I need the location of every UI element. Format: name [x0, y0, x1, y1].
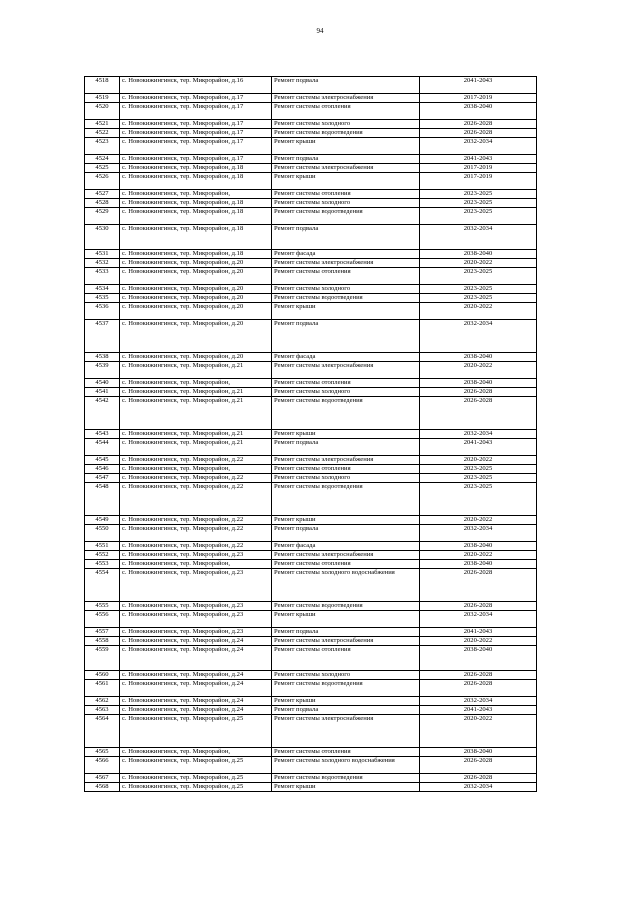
- period-cell: 2023-2025: [420, 294, 537, 303]
- work-type-cell: Ремонт системы электроснабжения: [272, 362, 420, 379]
- work-type-cell: Ремонт системы отопления: [272, 190, 420, 199]
- table-row: [85, 155, 537, 164]
- table-row: [85, 602, 537, 611]
- table-row: [85, 551, 537, 560]
- row-number-cell: 4546: [85, 465, 120, 474]
- address-cell: с. Новокижингинск, тер. Микрорайон, д.23: [120, 628, 272, 637]
- period-cell: 2038-2040: [420, 542, 537, 551]
- table-row: [85, 103, 537, 120]
- period-cell: 2017-2019: [420, 164, 537, 173]
- address-cell: с. Новокижингинск, тер. Микрорайон,: [120, 379, 272, 388]
- table-row: [85, 259, 537, 268]
- work-type-cell: Ремонт системы холодного: [272, 671, 420, 680]
- table-row: [85, 94, 537, 103]
- row-number-cell: 4544: [85, 439, 120, 456]
- period-cell: 2041-2043: [420, 628, 537, 637]
- work-type-cell: Ремонт системы холодного: [272, 285, 420, 294]
- table-row: [85, 474, 537, 483]
- row-number-cell: 4518: [85, 77, 120, 94]
- period-cell: 2041-2043: [420, 77, 537, 94]
- row-number-cell: 4531: [85, 250, 120, 259]
- table-row: [85, 388, 537, 397]
- row-number-cell: 4565: [85, 748, 120, 757]
- row-number-cell: 4535: [85, 294, 120, 303]
- row-number-cell: 4521: [85, 120, 120, 129]
- period-cell: 2038-2040: [420, 103, 537, 120]
- work-type-cell: Ремонт крыши: [272, 173, 420, 190]
- table-row: [85, 138, 537, 155]
- work-type-cell: Ремонт системы водоотведения: [272, 680, 420, 697]
- address-cell: с. Новокижингинск, тер. Микрорайон, д.20: [120, 320, 272, 353]
- table-row: [85, 303, 537, 320]
- table-row: [85, 250, 537, 259]
- row-number-cell: 4551: [85, 542, 120, 551]
- row-number-cell: 4561: [85, 680, 120, 697]
- period-cell: 2026-2028: [420, 774, 537, 783]
- work-type-cell: Ремонт крыши: [272, 303, 420, 320]
- address-cell: с. Новокижингинск, тер. Микрорайон, д.22: [120, 525, 272, 542]
- period-cell: 2020-2022: [420, 259, 537, 268]
- address-cell: с. Новокижингинск, тер. Микрорайон, д.17: [120, 129, 272, 138]
- work-type-cell: Ремонт крыши: [272, 783, 420, 792]
- table-row: [85, 465, 537, 474]
- row-number-cell: 4527: [85, 190, 120, 199]
- period-cell: 2023-2025: [420, 190, 537, 199]
- row-number-cell: 4532: [85, 259, 120, 268]
- period-cell: 2026-2028: [420, 671, 537, 680]
- work-type-cell: Ремонт системы отопления: [272, 560, 420, 569]
- table-row: [85, 560, 537, 569]
- period-cell: 2038-2040: [420, 748, 537, 757]
- table-row: [85, 199, 537, 208]
- period-cell: 2041-2043: [420, 439, 537, 456]
- address-cell: с. Новокижингинск, тер. Микрорайон, д.18: [120, 225, 272, 250]
- row-number-cell: 4543: [85, 430, 120, 439]
- address-cell: с. Новокижингинск, тер. Микрорайон, д.24: [120, 697, 272, 706]
- row-number-cell: 4522: [85, 129, 120, 138]
- work-type-cell: Ремонт подвала: [272, 628, 420, 637]
- row-number-cell: 4534: [85, 285, 120, 294]
- address-cell: с. Новокижингинск, тер. Микрорайон, д.23: [120, 602, 272, 611]
- row-number-cell: 4542: [85, 397, 120, 430]
- period-cell: 2032-2034: [420, 783, 537, 792]
- address-cell: с. Новокижингинск, тер. Микрорайон, д.22: [120, 483, 272, 516]
- work-type-cell: Ремонт системы водоотведения: [272, 129, 420, 138]
- work-type-cell: Ремонт фасада: [272, 353, 420, 362]
- table-row: [85, 268, 537, 285]
- period-cell: 2026-2028: [420, 120, 537, 129]
- row-number-cell: 4545: [85, 456, 120, 465]
- address-cell: с. Новокижингинск, тер. Микрорайон, д.17: [120, 120, 272, 129]
- table-row: [85, 628, 537, 637]
- address-cell: с. Новокижингинск, тер. Микрорайон, д.17: [120, 103, 272, 120]
- address-cell: с. Новокижингинск, тер. Микрорайон, д.22: [120, 516, 272, 525]
- row-number-cell: 4533: [85, 268, 120, 285]
- address-cell: с. Новокижингинск, тер. Микрорайон, д.24: [120, 646, 272, 671]
- table-row: [85, 637, 537, 646]
- work-type-cell: Ремонт подвала: [272, 320, 420, 353]
- work-type-cell: Ремонт системы водоотведения: [272, 483, 420, 516]
- table-row: [85, 190, 537, 199]
- row-number-cell: 4559: [85, 646, 120, 671]
- address-cell: с. Новокижингинск, тер. Микрорайон, д.20: [120, 303, 272, 320]
- table-row: [85, 774, 537, 783]
- work-type-cell: Ремонт системы водоотведения: [272, 294, 420, 303]
- address-cell: с. Новокижингинск, тер. Микрорайон, д.24: [120, 680, 272, 697]
- table-row: [85, 456, 537, 465]
- address-cell: с. Новокижингинск, тер. Микрорайон, д.21: [120, 362, 272, 379]
- address-cell: с. Новокижингинск, тер. Микрорайон, д.23: [120, 551, 272, 560]
- table-row: [85, 225, 537, 250]
- address-cell: с. Новокижингинск, тер. Микрорайон, д.22: [120, 456, 272, 465]
- period-cell: 2032-2034: [420, 611, 537, 628]
- work-type-cell: Ремонт крыши: [272, 138, 420, 155]
- table-row: [85, 439, 537, 456]
- page-number: 94: [316, 27, 324, 35]
- address-cell: с. Новокижингинск, тер. Микрорайон, д.22: [120, 542, 272, 551]
- row-number-cell: 4563: [85, 706, 120, 715]
- capital-repair-table: [84, 76, 537, 792]
- table-body: [85, 77, 537, 792]
- table-row: [85, 77, 537, 94]
- table-row: [85, 671, 537, 680]
- period-cell: 2020-2022: [420, 362, 537, 379]
- period-cell: 2017-2019: [420, 173, 537, 190]
- table-row: [85, 569, 537, 602]
- period-cell: 2020-2022: [420, 551, 537, 560]
- address-cell: с. Новокижингинск, тер. Микрорайон, д.25: [120, 715, 272, 748]
- period-cell: 2023-2025: [420, 474, 537, 483]
- period-cell: 2026-2028: [420, 757, 537, 774]
- period-cell: 2023-2025: [420, 208, 537, 225]
- work-type-cell: Ремонт системы электроснабжения: [272, 94, 420, 103]
- address-cell: с. Новокижингинск, тер. Микрорайон, д.20: [120, 294, 272, 303]
- row-number-cell: 4524: [85, 155, 120, 164]
- period-cell: 2032-2034: [420, 225, 537, 250]
- work-type-cell: Ремонт подвала: [272, 706, 420, 715]
- address-cell: с. Новокижингинск, тер. Микрорайон, д.23: [120, 611, 272, 628]
- row-number-cell: 4562: [85, 697, 120, 706]
- work-type-cell: Ремонт системы холодного: [272, 199, 420, 208]
- period-cell: 2032-2034: [420, 697, 537, 706]
- table-row: [85, 164, 537, 173]
- row-number-cell: 4538: [85, 353, 120, 362]
- work-type-cell: Ремонт системы отопления: [272, 646, 420, 671]
- table-row: [85, 646, 537, 671]
- address-cell: с. Новокижингинск, тер. Микрорайон, д.21: [120, 439, 272, 456]
- period-cell: 2032-2034: [420, 430, 537, 439]
- period-cell: 2026-2028: [420, 388, 537, 397]
- period-cell: 2038-2040: [420, 379, 537, 388]
- address-cell: с. Новокижингинск, тер. Микрорайон, д.21: [120, 388, 272, 397]
- row-number-cell: 4550: [85, 525, 120, 542]
- period-cell: 2017-2019: [420, 94, 537, 103]
- period-cell: 2038-2040: [420, 560, 537, 569]
- row-number-cell: 4555: [85, 602, 120, 611]
- table-row: [85, 294, 537, 303]
- work-type-cell: Ремонт подвала: [272, 439, 420, 456]
- address-cell: с. Новокижингинск, тер. Микрорайон, д.25: [120, 757, 272, 774]
- row-number-cell: 4537: [85, 320, 120, 353]
- table-row: [85, 525, 537, 542]
- row-number-cell: 4536: [85, 303, 120, 320]
- table-row: [85, 362, 537, 379]
- work-type-cell: Ремонт крыши: [272, 697, 420, 706]
- row-number-cell: 4558: [85, 637, 120, 646]
- address-cell: с. Новокижингинск, тер. Микрорайон, д.18: [120, 208, 272, 225]
- row-number-cell: 4556: [85, 611, 120, 628]
- work-type-cell: Ремонт системы электроснабжения: [272, 259, 420, 268]
- address-cell: с. Новокижингинск, тер. Микрорайон, д.25: [120, 774, 272, 783]
- period-cell: 2020-2022: [420, 456, 537, 465]
- address-cell: с. Новокижингинск, тер. Микрорайон, д.17: [120, 155, 272, 164]
- table-row: [85, 120, 537, 129]
- address-cell: с. Новокижингинск, тер. Микрорайон,: [120, 560, 272, 569]
- row-number-cell: 4566: [85, 757, 120, 774]
- row-number-cell: 4557: [85, 628, 120, 637]
- address-cell: с. Новокижингинск, тер. Микрорайон, д.18: [120, 173, 272, 190]
- row-number-cell: 4564: [85, 715, 120, 748]
- table-row: [85, 483, 537, 516]
- period-cell: 2032-2034: [420, 525, 537, 542]
- work-type-cell: Ремонт системы водоотведения: [272, 602, 420, 611]
- work-type-cell: Ремонт подвала: [272, 77, 420, 94]
- address-cell: с. Новокижингинск, тер. Микрорайон, д.20: [120, 285, 272, 294]
- period-cell: 2023-2025: [420, 465, 537, 474]
- address-cell: с. Новокижингинск, тер. Микрорайон, д.24: [120, 671, 272, 680]
- period-cell: 2020-2022: [420, 516, 537, 525]
- table-row: [85, 129, 537, 138]
- period-cell: 2032-2034: [420, 138, 537, 155]
- table-row: [85, 783, 537, 792]
- period-cell: 2026-2028: [420, 680, 537, 697]
- period-cell: 2026-2028: [420, 129, 537, 138]
- period-cell: 2026-2028: [420, 569, 537, 602]
- address-cell: с. Новокижингинск, тер. Микрорайон, д.18: [120, 250, 272, 259]
- address-cell: с. Новокижингинск, тер. Микрорайон, д.20: [120, 268, 272, 285]
- work-type-cell: Ремонт системы отопления: [272, 465, 420, 474]
- address-cell: с. Новокижингинск, тер. Микрорайон, д.24: [120, 706, 272, 715]
- row-number-cell: 4568: [85, 783, 120, 792]
- address-cell: с. Новокижингинск, тер. Микрорайон, д.16: [120, 77, 272, 94]
- row-number-cell: 4567: [85, 774, 120, 783]
- work-type-cell: Ремонт системы холодного: [272, 474, 420, 483]
- row-number-cell: 4548: [85, 483, 120, 516]
- row-number-cell: 4526: [85, 173, 120, 190]
- address-cell: с. Новокижингинск, тер. Микрорайон, д.23: [120, 569, 272, 602]
- work-type-cell: Ремонт системы отопления: [272, 268, 420, 285]
- work-type-cell: Ремонт фасада: [272, 250, 420, 259]
- address-cell: с. Новокижингинск, тер. Микрорайон, д.22: [120, 474, 272, 483]
- period-cell: 2026-2028: [420, 602, 537, 611]
- table-row: [85, 697, 537, 706]
- table-row: [85, 542, 537, 551]
- period-cell: 2026-2028: [420, 397, 537, 430]
- address-cell: с. Новокижингинск, тер. Микрорайон, д.21: [120, 397, 272, 430]
- work-type-cell: Ремонт системы электроснабжения: [272, 715, 420, 748]
- period-cell: 2038-2040: [420, 646, 537, 671]
- period-cell: 2020-2022: [420, 303, 537, 320]
- table-row: [85, 173, 537, 190]
- work-type-cell: Ремонт системы холодного: [272, 388, 420, 397]
- address-cell: с. Новокижингинск, тер. Микрорайон,: [120, 748, 272, 757]
- period-cell: 2038-2040: [420, 250, 537, 259]
- table-row: [85, 757, 537, 774]
- table-row: [85, 516, 537, 525]
- row-number-cell: 4525: [85, 164, 120, 173]
- work-type-cell: Ремонт подвала: [272, 155, 420, 164]
- period-cell: 2023-2025: [420, 268, 537, 285]
- work-type-cell: Ремонт крыши: [272, 611, 420, 628]
- table-row: [85, 353, 537, 362]
- row-number-cell: 4539: [85, 362, 120, 379]
- work-type-cell: Ремонт системы электроснабжения: [272, 164, 420, 173]
- period-cell: 2032-2034: [420, 320, 537, 353]
- work-type-cell: Ремонт системы отопления: [272, 103, 420, 120]
- table-row: [85, 706, 537, 715]
- table-row: [85, 430, 537, 439]
- work-type-cell: Ремонт фасада: [272, 542, 420, 551]
- address-cell: с. Новокижингинск, тер. Микрорайон, д.17: [120, 138, 272, 155]
- address-cell: с. Новокижингинск, тер. Микрорайон, д.20: [120, 353, 272, 362]
- table-row: [85, 748, 537, 757]
- work-type-cell: Ремонт системы водоотведения: [272, 397, 420, 430]
- table-row: [85, 208, 537, 225]
- work-type-cell: Ремонт системы холодного водоснабжения: [272, 569, 420, 602]
- work-type-cell: Ремонт системы водоотведения: [272, 774, 420, 783]
- row-number-cell: 4520: [85, 103, 120, 120]
- row-number-cell: 4541: [85, 388, 120, 397]
- work-type-cell: Ремонт системы водоотведения: [272, 208, 420, 225]
- row-number-cell: 4560: [85, 671, 120, 680]
- work-type-cell: Ремонт системы электроснабжения: [272, 456, 420, 465]
- row-number-cell: 4554: [85, 569, 120, 602]
- address-cell: с. Новокижингинск, тер. Микрорайон, д.21: [120, 430, 272, 439]
- period-cell: 2020-2022: [420, 637, 537, 646]
- table-row: [85, 285, 537, 294]
- table-row: [85, 397, 537, 430]
- work-type-cell: Ремонт системы отопления: [272, 748, 420, 757]
- period-cell: 2023-2025: [420, 199, 537, 208]
- row-number-cell: 4523: [85, 138, 120, 155]
- row-number-cell: 4553: [85, 560, 120, 569]
- address-cell: с. Новокижингинск, тер. Микрорайон, д.20: [120, 259, 272, 268]
- address-cell: с. Новокижингинск, тер. Микрорайон, д.25: [120, 783, 272, 792]
- address-cell: с. Новокижингинск, тер. Микрорайон, д.17: [120, 94, 272, 103]
- work-type-cell: Ремонт системы отопления: [272, 379, 420, 388]
- work-type-cell: Ремонт подвала: [272, 525, 420, 542]
- row-number-cell: 4528: [85, 199, 120, 208]
- work-type-cell: Ремонт системы холодного: [272, 120, 420, 129]
- period-cell: 2041-2043: [420, 155, 537, 164]
- table-row: [85, 379, 537, 388]
- work-type-cell: Ремонт системы холодного водоснабжения: [272, 757, 420, 774]
- row-number-cell: 4540: [85, 379, 120, 388]
- address-cell: с. Новокижингинск, тер. Микрорайон, д.18: [120, 164, 272, 173]
- period-cell: 2023-2025: [420, 285, 537, 294]
- table-row: [85, 320, 537, 353]
- address-cell: с. Новокижингинск, тер. Микрорайон, д.18: [120, 199, 272, 208]
- table-row: [85, 680, 537, 697]
- work-type-cell: Ремонт крыши: [272, 430, 420, 439]
- address-cell: с. Новокижингинск, тер. Микрорайон,: [120, 465, 272, 474]
- work-type-cell: Ремонт крыши: [272, 516, 420, 525]
- work-type-cell: Ремонт подвала: [272, 225, 420, 250]
- period-cell: 2023-2025: [420, 483, 537, 516]
- table-row: [85, 611, 537, 628]
- row-number-cell: 4547: [85, 474, 120, 483]
- row-number-cell: 4530: [85, 225, 120, 250]
- period-cell: 2020-2022: [420, 715, 537, 748]
- row-number-cell: 4552: [85, 551, 120, 560]
- table-row: [85, 715, 537, 748]
- period-cell: 2041-2043: [420, 706, 537, 715]
- period-cell: 2038-2040: [420, 353, 537, 362]
- address-cell: с. Новокижингинск, тер. Микрорайон,: [120, 190, 272, 199]
- row-number-cell: 4519: [85, 94, 120, 103]
- address-cell: с. Новокижингинск, тер. Микрорайон, д.24: [120, 637, 272, 646]
- work-type-cell: Ремонт системы электроснабжения: [272, 551, 420, 560]
- row-number-cell: 4549: [85, 516, 120, 525]
- work-type-cell: Ремонт системы электроснабжения: [272, 637, 420, 646]
- row-number-cell: 4529: [85, 208, 120, 225]
